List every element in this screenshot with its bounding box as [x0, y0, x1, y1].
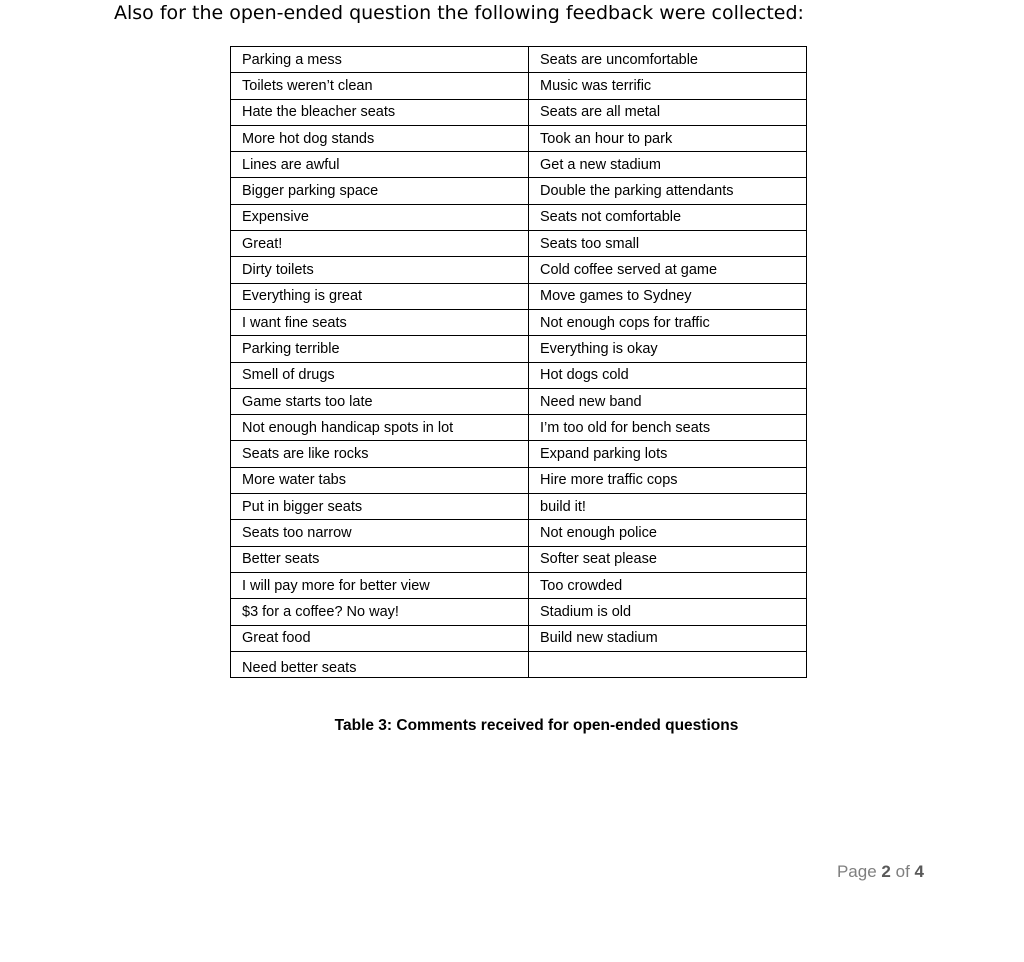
table-row: [231, 125, 807, 151]
comment-cell-right: Seats too small: [529, 231, 807, 257]
table-row: [231, 599, 807, 625]
comment-cell-left: Expensive: [231, 204, 529, 230]
comment-cell-left: Great!: [231, 231, 529, 257]
table-row: [231, 336, 807, 362]
comment-cell-right: Get a new stadium: [529, 152, 807, 178]
table-row: [231, 204, 807, 230]
comment-cell-left: More hot dog stands: [231, 125, 529, 151]
comment-cell-left: Seats too narrow: [231, 520, 529, 546]
table-row: [231, 520, 807, 546]
table-row: [231, 441, 807, 467]
table-row: [231, 152, 807, 178]
comment-cell-right: Seats are uncomfortable: [529, 47, 807, 73]
page-current: 2: [881, 862, 891, 881]
comment-cell-right: build it!: [529, 494, 807, 520]
comment-cell-left: Game starts too late: [231, 388, 529, 414]
comment-cell-left: Everything is great: [231, 283, 529, 309]
comment-cell-left: Put in bigger seats: [231, 494, 529, 520]
comment-cell-left: Lines are awful: [231, 152, 529, 178]
table-row: [231, 257, 807, 283]
table-caption: Table 3: Comments received for open-ended questions: [334, 717, 739, 734]
table-row: [231, 625, 807, 651]
comment-cell-right: Cold coffee served at game: [529, 257, 807, 283]
comment-cell-left: Not enough handicap spots in lot: [231, 415, 529, 441]
comment-cell-left: Bigger parking space: [231, 178, 529, 204]
comment-cell-right: Not enough police: [529, 520, 807, 546]
table-row: [231, 231, 807, 257]
comment-cell-right: Not enough cops for traffic: [529, 309, 807, 335]
comment-cell-left: Parking a mess: [231, 47, 529, 73]
page-total: 4: [914, 862, 924, 881]
comment-cell-right: Music was terrific: [529, 73, 807, 99]
table-row: [231, 309, 807, 335]
table-row: [231, 651, 807, 677]
comment-cell-right: Move games to Sydney: [529, 283, 807, 309]
comment-cell-left: Dirty toilets: [231, 257, 529, 283]
page-number: [837, 862, 924, 882]
intro-text: Also for the open-ended question the following feedback were collected:: [114, 2, 804, 24]
comment-cell-left: I want fine seats: [231, 309, 529, 335]
comment-cell-right: Build new stadium: [529, 625, 807, 651]
comment-cell-right: Hire more traffic cops: [529, 467, 807, 493]
table-row: [231, 73, 807, 99]
comment-cell-left: Smell of drugs: [231, 362, 529, 388]
comment-cell-left: Toilets weren’t clean: [231, 73, 529, 99]
table-row: [231, 415, 807, 441]
comment-cell-right: Hot dogs cold: [529, 362, 807, 388]
comment-cell-left: Better seats: [231, 546, 529, 572]
table-row: [231, 572, 807, 598]
page-of: of: [895, 862, 910, 881]
comment-cell-left: Great food: [231, 625, 529, 651]
table-row: [231, 467, 807, 493]
page-word: Page: [836, 862, 877, 881]
comment-cell-right: Everything is okay: [529, 336, 807, 362]
comment-cell-right: Need new band: [529, 388, 807, 414]
comment-cell-right: Took an hour to park: [529, 125, 807, 151]
comment-cell-right: Double the parking attendants: [529, 178, 807, 204]
comment-cell-right: Seats are all metal: [529, 99, 807, 125]
comment-cell-left: More water tabs: [231, 467, 529, 493]
comment-cell-left: Parking terrible: [231, 336, 529, 362]
comments-table-body: [231, 47, 807, 678]
comments-table: [230, 46, 807, 678]
comment-cell-right: Softer seat please: [529, 546, 807, 572]
table-row: [231, 178, 807, 204]
table-row: [231, 494, 807, 520]
table-row: [231, 283, 807, 309]
table-row: [231, 99, 807, 125]
comment-cell-left: $3 for a coffee? No way!: [231, 599, 529, 625]
comment-cell-right: I’m too old for bench seats: [529, 415, 807, 441]
table-row: [231, 388, 807, 414]
comment-cell-right: Seats not comfortable: [529, 204, 807, 230]
comment-cell-left: Seats are like rocks: [231, 441, 529, 467]
comment-cell-right: Stadium is old: [529, 599, 807, 625]
table-row: [231, 47, 807, 73]
table-row: [231, 362, 807, 388]
comment-cell-right: Too crowded: [529, 572, 807, 598]
comment-cell-left: Need better seats: [231, 651, 529, 677]
comment-cell-left: Hate the bleacher seats: [231, 99, 529, 125]
table-row: [231, 546, 807, 572]
comment-cell-right: Expand parking lots: [529, 441, 807, 467]
comment-cell-right: [529, 651, 807, 677]
comment-cell-left: I will pay more for better view: [231, 572, 529, 598]
